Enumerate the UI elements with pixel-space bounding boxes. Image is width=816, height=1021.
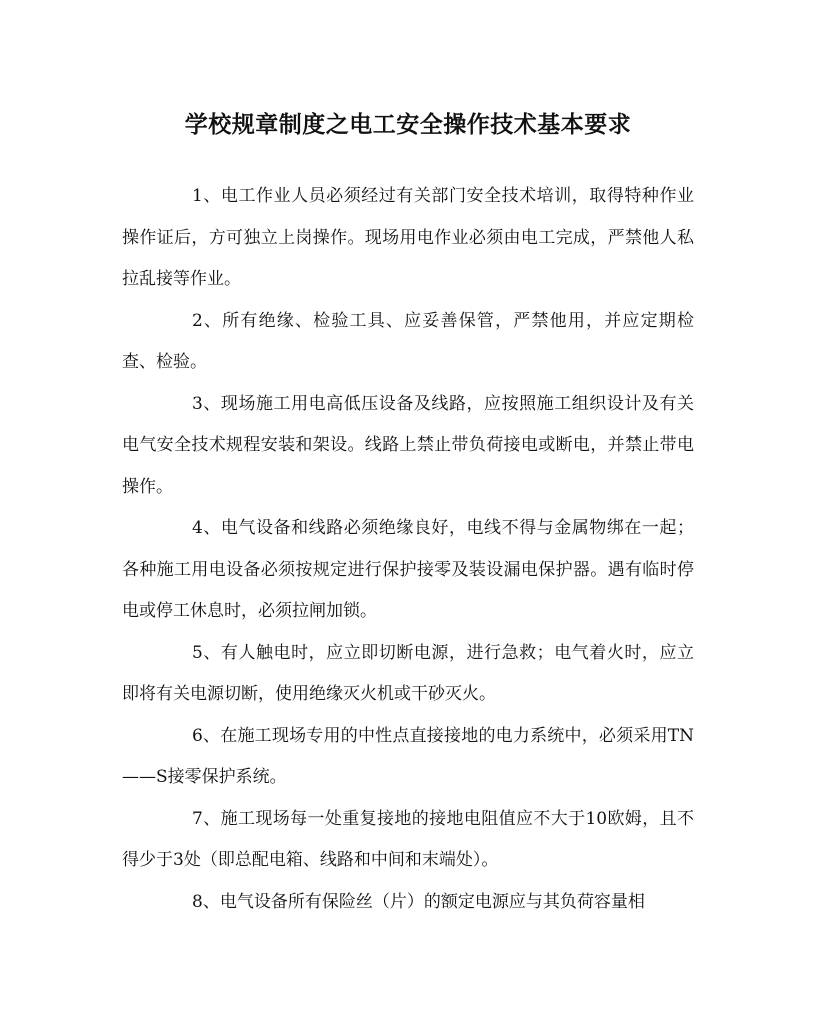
paragraph-3: 3、现场施工用电高低压设备及线路，应按照施工组织设计及有关电气安全技术规程安装和架设。线路上禁止带负荷接电或断电，并禁止带电操作。 xyxy=(122,393,694,497)
document-body xyxy=(122,176,694,923)
paragraph-7: 7、施工现场每一处重复接地的接地电阻值应不大于10欧姆，且不得少于3处（即总配电箱、线路和中间和末端处）。 xyxy=(122,808,694,870)
paragraph-5: 5、有人触电时，应立即切断电源，进行急救；电气着火时，应立即将有关电源切断，使用绝缘灭火机或干砂灭火。 xyxy=(122,642,694,704)
paragraph-4: 4、电气设备和线路必须绝缘良好，电线不得与金属物绑在一起；各种施工用电设备必须按规定进行保护接零及装设漏电保护器。遇有临时停电或停工休息时，必须拉闸加锁。 xyxy=(122,518,694,621)
paragraph-8: 8、电气设备所有保险丝（片）的额定电源应与其负荷容量相 xyxy=(192,891,645,912)
document-title: 学校规章制度之电工安全操作技术基本要求 xyxy=(184,111,632,138)
paragraph-2: 2、所有绝缘、检验工具、应妥善保管，严禁他用，并应定期检查、检验。 xyxy=(122,310,694,372)
paragraph-6: 6、在施工现场专用的中性点直接接地的电力系统中，必须采用TN——S接零保护系统。 xyxy=(122,725,694,787)
paragraph-1: 1、电工作业人员必须经过有关部门安全技术培训，取得特种作业操作证后，方可独立上岗操作。现场用电作业必须由电工完成，严禁他人私拉乱接等作业。 xyxy=(122,186,694,289)
